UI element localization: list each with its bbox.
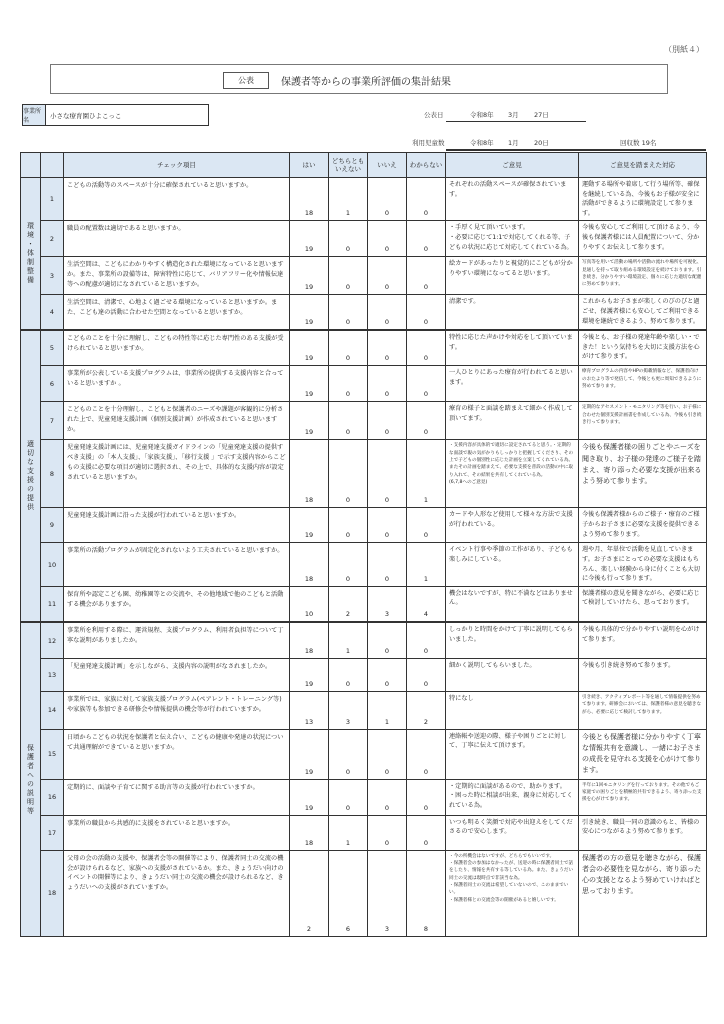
check-item: 日頃からこどもの状況を保護者と伝え合い、こどもの健康や発達の状況について共通理解ができていると思いますか。 (64, 729, 290, 779)
opinion: ・今の所機会はないですが、どちらでもいいです。 ・保護者会の参加はなかったが、送迎の時に保護者同士で話をしたり、情報を共有する等している為。また、きょうだい同士の交流は現時点で非該当な為。 ・保護者同士の交流は希望していないので、このままでいい。 ・保護者様との交流会等の開催があると嬉しいです。 (446, 850, 579, 936)
count-unknown: 0 (407, 257, 446, 295)
count-yes: 19 (290, 402, 329, 440)
count-neither: 0 (329, 257, 368, 295)
check-item: 事業所の職員から共感的に支援をされていると思いますか。 (64, 815, 290, 850)
count-no: 0 (368, 366, 407, 402)
opinion: ・手厚く見て頂いています。 ・必要に応じて1:1で対応してくれる等、子どもの状況に応じて対応してくれている為。 (446, 221, 579, 257)
table-row (21, 178, 707, 221)
evaluation-table (20, 152, 707, 937)
count-unknown: 0 (407, 658, 446, 691)
row-number: 11 (41, 586, 64, 622)
count-no: 3 (368, 850, 407, 936)
check-item: こどもの活動等のスペースが十分に確保されていると思いますか。 (64, 178, 290, 221)
count-neither: 0 (329, 402, 368, 440)
count-yes: 18 (290, 815, 329, 850)
response: 定期的なアセスメント・モニタリング等を行い、お子様に合わせた個別支援計画書を作成している為、今後も引き続き行って参ります。 (579, 402, 707, 440)
count-unknown: 1 (407, 543, 446, 586)
count-no: 0 (368, 178, 407, 221)
count-no: 0 (368, 658, 407, 691)
header-blank-2 (41, 153, 64, 178)
header-response: ご意見を踏まえた対応 (579, 153, 707, 178)
count-unknown: 0 (407, 221, 446, 257)
table-row (21, 729, 707, 779)
response: これからもお子さまが楽しくのびのびと過ごせ、保護者様にも安心してご利用できる環境を継続できるよう、努めて参ります。 (579, 295, 707, 330)
count-yes: 18 (290, 622, 329, 658)
row-number: 9 (41, 508, 64, 543)
check-item: 生活空間は、こどもにわかりやすく構造化された環境になっていると思いますか。また、事業所の設備等は、障害特性に応じて、バリアフリー化や情報伝達等への配慮が適切になされていると思いますか。 (64, 257, 290, 295)
table-row (21, 330, 707, 366)
row-number: 13 (41, 658, 64, 691)
table-row (21, 366, 707, 402)
row-number: 5 (41, 330, 64, 366)
survey-label: 利用児童数 (412, 139, 445, 147)
response: 今後とも、お子様の発達年齢や楽しい・できた！という気持ちを大切に支援方法を心がけて参ります。 (579, 330, 707, 366)
count-unknown: 4 (407, 586, 446, 622)
response: 半年に1回モニタリングを行っております。その他でもご家庭での困りごとを積極的共有できるよう、寄り添った支援を心がけて参ります。 (579, 779, 707, 815)
count-unknown: 0 (407, 330, 446, 366)
count-yes: 19 (290, 366, 329, 402)
opinion: イベント行事や季節の工作があり、子どもも楽しみにしている。 (446, 543, 579, 586)
response: 療育プログラムの内容やHPの掲載情報など、保護者向けのおたより等で発信して、今後とも更に周知できるように努めて参ります。 (579, 366, 707, 402)
count-neither: 0 (329, 366, 368, 402)
count-no: 0 (368, 622, 407, 658)
opinion: 特性に応じた声かけや対応をして頂いています。 (446, 330, 579, 366)
survey-underline (446, 149, 706, 151)
count-unknown: 8 (407, 850, 446, 936)
table-row (21, 779, 707, 815)
opinion: しっかりと時間をかけて丁寧に説明してもらいました。 (446, 622, 579, 658)
count-no: 0 (368, 330, 407, 366)
count-neither: 0 (329, 779, 368, 815)
table-row (21, 508, 707, 543)
opinion: 療育の様子と面談を踏まえて細かく作成して頂いてます。 (446, 402, 579, 440)
table-row (21, 586, 707, 622)
count-neither: 1 (329, 622, 368, 658)
table-body (21, 178, 707, 937)
header-no: いいえ (368, 153, 407, 178)
office-box (22, 104, 209, 126)
table-row (21, 402, 707, 440)
row-number: 2 (41, 221, 64, 257)
count-yes: 18 (290, 178, 329, 221)
page-title: 保護者等からの事業所評価の集計結果 (281, 77, 451, 88)
publish-day: 27日 (534, 111, 549, 119)
count-unknown: 0 (407, 779, 446, 815)
publish-era: 令和8年 (470, 111, 494, 119)
response: 引き続き、アクティブレポート等を通して情報提供を努めて参ります。研修会においては、保護者様の意見を聴きながら、必要に応じて検討して参ります。 (579, 691, 707, 729)
row-number: 15 (41, 729, 64, 779)
check-item: 生活空間は、清潔で、心地よく過ごせる環境になっていると思いますか。また、こども達の活動に合わせた空間となっていると思いますか。 (64, 295, 290, 330)
header-check: チェック項目 (64, 153, 290, 178)
table-row (21, 257, 707, 295)
category-label: 適切な支援の提供 (21, 330, 41, 622)
count-neither: 0 (329, 658, 368, 691)
check-item: こどものことを十分理解し、こどもと保護者のニーズや課題が客観的に分析された上で、児童発達支援計画（個別支援計画）が作成されていると思いますか。 (64, 402, 290, 440)
response: 今後も保護者様の困りごとやニーズを聞き取り、お子様の発達のご様子を踏まえ、寄り添った必要な支援が出来るよう努めて参ります。 (579, 440, 707, 508)
count-yes: 13 (290, 691, 329, 729)
row-number: 18 (41, 850, 64, 936)
count-yes: 19 (290, 779, 329, 815)
count-neither: 0 (329, 508, 368, 543)
count-neither: 0 (329, 729, 368, 779)
count-unknown: 0 (407, 402, 446, 440)
count-neither: 6 (329, 850, 368, 936)
title-box (50, 64, 668, 94)
row-number: 3 (41, 257, 64, 295)
survey-era: 令和8年 (470, 139, 494, 147)
count-neither: 1 (329, 815, 368, 850)
count-unknown: 0 (407, 508, 446, 543)
count-neither: 0 (329, 440, 368, 508)
row-number: 6 (41, 366, 64, 402)
opinion: 特になし (446, 691, 579, 729)
count-unknown: 1 (407, 440, 446, 508)
count-yes: 19 (290, 729, 329, 779)
count-no: 0 (368, 508, 407, 543)
header-opinion: ご意見 (446, 153, 579, 178)
count-unknown: 0 (407, 295, 446, 330)
opinion: 絵カードがあったりと視覚的にこどもが分かりやすい環境になってると思います。 (446, 257, 579, 295)
table-row (21, 691, 707, 729)
count-neither: 2 (329, 586, 368, 622)
opinion: ・支援内容が具体的で適切に設定されてると思う。・定期的な面談で親の気がかりもしっかりと把握してくださり、その上で子どもの個別性に応じた計画を立案してくれている為。またその計画を踏まえて、必要な支援を普段の活動の中に取り入れて、その結果を共有してくれている為。 (6,7,8へのご意見) (446, 440, 579, 508)
check-item: 事業所では、家族に対して家族支援プログラム(ペアレント・トレーニング等)や家族等も参加できる研修会や情報提供の機会等が行われていますか。 (64, 691, 290, 729)
header-unknown: わからない (407, 153, 446, 178)
check-item: 「児童発達支援計画」を示しながら、支援内容の説明がなされましたか。 (64, 658, 290, 691)
row-number: 16 (41, 779, 64, 815)
count-unknown: 0 (407, 622, 446, 658)
table-row (21, 622, 707, 658)
count-yes: 19 (290, 221, 329, 257)
check-item: 事業所の活動プログラムが固定化されないよう工夫されていると思いますか。 (64, 543, 290, 586)
table-row (21, 543, 707, 586)
header-row (21, 153, 707, 178)
table-row (21, 295, 707, 330)
check-item: 事業所が公表している支援プログラムは、事業所の提供する支援内容と合っていると思いますか 。 (64, 366, 290, 402)
public-badge: 公表 (223, 72, 269, 89)
survey-month: 1月 (508, 139, 519, 147)
count-no: 0 (368, 402, 407, 440)
count-yes: 19 (290, 330, 329, 366)
count-yes: 18 (290, 543, 329, 586)
count-unknown: 0 (407, 366, 446, 402)
table-row (21, 815, 707, 850)
row-number: 14 (41, 691, 64, 729)
count-unknown: 2 (407, 691, 446, 729)
survey-day: 20日 (534, 139, 549, 147)
count-unknown: 0 (407, 729, 446, 779)
row-number: 10 (41, 543, 64, 586)
response: 保護者の方の意見を聴きながら、保護者会の必要性を見ながら、寄り添った心の支援となるよう努めていければと思っております。 (579, 850, 707, 936)
count-neither: 0 (329, 295, 368, 330)
count-yes: 18 (290, 440, 329, 508)
header-blank-1 (21, 153, 41, 178)
count-yes: 19 (290, 658, 329, 691)
office-label: 事業所名 (23, 105, 46, 125)
check-item: 保育所や認定こども園、幼稚園等との交流や、その他地域で他のこどもと活動する機会がありますか。 (64, 586, 290, 622)
count-no: 0 (368, 729, 407, 779)
table-row (21, 440, 707, 508)
table-row (21, 221, 707, 257)
opinion: カードや人形など使用して様々な方法で支援が行われている。 (446, 508, 579, 543)
check-item: 児童発達支援計画に沿った支援が行われていると思いますか。 (64, 508, 290, 543)
table-row (21, 658, 707, 691)
response: 今後も保護者様からのご様子・療育のご様子からお子さまに必要な支援を提供できるよう努めて参ります。 (579, 508, 707, 543)
count-no: 0 (368, 295, 407, 330)
count-neither: 1 (329, 178, 368, 221)
header-yes: はい (290, 153, 329, 178)
row-number: 7 (41, 402, 64, 440)
row-number: 8 (41, 440, 64, 508)
count-no: 3 (368, 586, 407, 622)
response: 写真等を用いて活動の場所や活動の流れや場所を可視化、見通しを持って取り組める環境設定を続けております。引き続き、分かりやすい環境設定、個々に応じた適切な配慮に努めて参ります。 (579, 257, 707, 295)
count-no: 0 (368, 440, 407, 508)
response-count: 回収数 19名 (620, 139, 657, 147)
count-no: 0 (368, 815, 407, 850)
count-yes: 19 (290, 295, 329, 330)
publish-label: 公表日 (424, 111, 444, 119)
opinion: 細かく説明してもらいました。 (446, 658, 579, 691)
check-item: 職員の配置数は適切であると思いますか。 (64, 221, 290, 257)
response: 引き続き、職員一同の意識のもと、皆様の安心につながるよう努めて参ります。 (579, 815, 707, 850)
opinion: それぞれの活動スペースが確保されています。 (446, 178, 579, 221)
opinion: ・定期的に面談があるので、助かります。 ・困った時に相談が出来、親身に対応してくれている為。 (446, 779, 579, 815)
count-yes: 2 (290, 850, 329, 936)
count-unknown: 0 (407, 178, 446, 221)
check-item: 児童発達支援計画には、児童発達支援ガイドラインの「児童発達支援の提供すべき支援」の「本人支援」、「家族支援」、「移行支援 」で示す支援内容からこどもの支援に必要な項目が適切に選択され、その上で、具体的な支援内容が設定されていると思いますか。 (64, 440, 290, 508)
row-number: 17 (41, 815, 64, 850)
category-label: 環境・体制整備 (21, 178, 41, 330)
count-no: 1 (368, 691, 407, 729)
count-yes: 19 (290, 257, 329, 295)
opinion: 清潔です。 (446, 295, 579, 330)
count-yes: 10 (290, 586, 329, 622)
response: 運動する場所や着席して行う場所等、確保を継続している為、今後もお子様が安全に活動ができるように環境設定して参ります。 (579, 178, 707, 221)
table-row (21, 850, 707, 936)
check-item: 事業所を利用する際に、運営規程、支援プログラム、利用者負担等について丁寧な説明がありましたか。 (64, 622, 290, 658)
count-neither: 0 (329, 543, 368, 586)
row-number: 4 (41, 295, 64, 330)
count-unknown: 0 (407, 815, 446, 850)
publish-month: 3月 (508, 111, 519, 119)
office-name: 小さな療育園ひよこっこ (50, 112, 122, 120)
response: 今後も安心してご利用して頂けるよう、今後も保護者様には人員配置について、分かりやすくお伝えして参ります。 (579, 221, 707, 257)
opinion: 機会はないですが、特に不満などはありません。 (446, 586, 579, 622)
row-number: 1 (41, 178, 64, 221)
response: 週や月、年単位で活動を見直していきます。お子さまにとっての必要な支援はもちろん、楽しい経験から身に付くことも大切に今後も行って参ります。 (579, 543, 707, 586)
count-neither: 0 (329, 221, 368, 257)
count-no: 0 (368, 779, 407, 815)
row-number: 12 (41, 622, 64, 658)
response: 今後も具体的で分かりやすい説明を心がけて参ります。 (579, 622, 707, 658)
count-no: 0 (368, 257, 407, 295)
publish-underline (446, 121, 586, 122)
response: 今後も引き続き努めて参ります。 (579, 658, 707, 691)
opinion: 一人ひとりにあった療育が行われてると思います。 (446, 366, 579, 402)
count-neither: 0 (329, 330, 368, 366)
response: 保護者様の意見を聞きながら、必要に応じて検討していけたら、思っております。 (579, 586, 707, 622)
opinion: いつも明るく笑顔で対応や出迎えをしてくださるので安心します。 (446, 815, 579, 850)
category-label: 保護者への説明等 (21, 622, 41, 936)
check-item: 父母の会の活動の支援や、保護者会等の開催等により、保護者同士の交流の機会が設けられるなど、家族への支援がされているか。また、きょうだい向けのイベントの開催等により、きょうだい同士の交流の機会が設けられるなど、きょうだいへの支援がされていますか。 (64, 850, 290, 936)
check-item: 定期的に、面談や子育てに関する助言等の支援が行われていますか。 (64, 779, 290, 815)
header-neither: どちらとも いえない (329, 153, 368, 178)
count-no: 0 (368, 543, 407, 586)
check-item: こどものことを十分に理解し、こどもの特性等に応じた専門性のある支援が受けられていると思いますか。 (64, 330, 290, 366)
opinion: 連絡帳や送迎の際、様子や困りごとに対して、丁寧に伝えて頂けます。 (446, 729, 579, 779)
annex-label: （別紙４） (664, 45, 704, 54)
response: 今後とも保護者様に分かりやすく丁寧な情報共有を意識し、一緒にお子さまの成長を見守れる支援を心がけて参ります。 (579, 729, 707, 779)
count-neither: 3 (329, 691, 368, 729)
count-yes: 19 (290, 508, 329, 543)
count-no: 0 (368, 221, 407, 257)
